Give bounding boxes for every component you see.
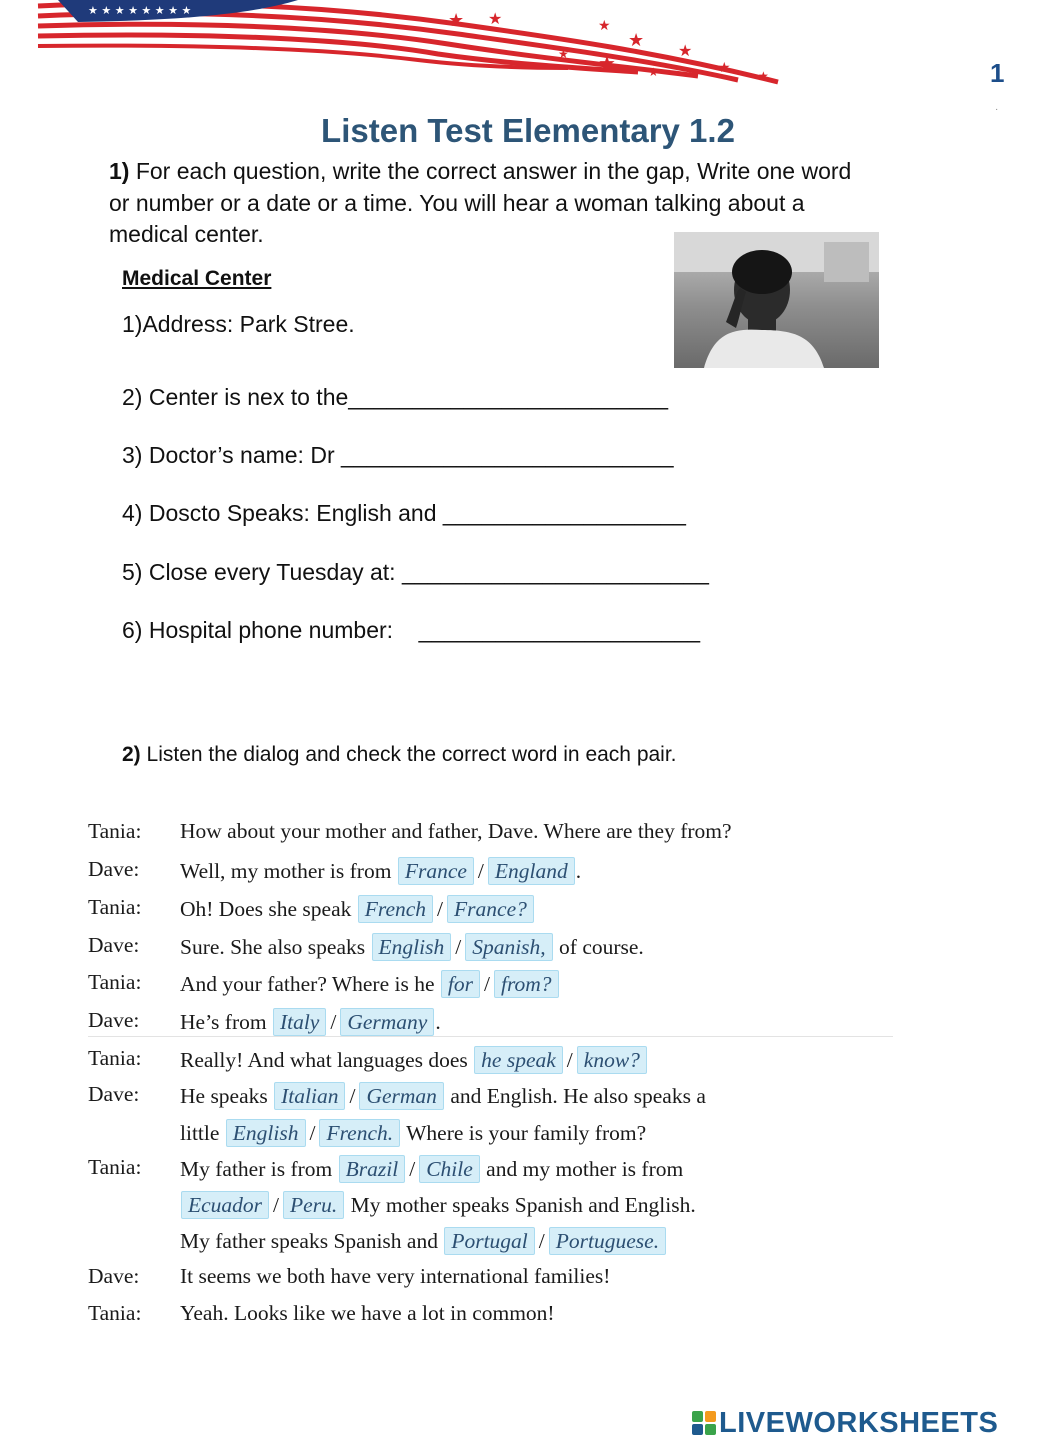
dialog-text [180,1119,646,1147]
liveworksheets-logo [692,1408,998,1438]
dialog-text-fragment: Where is your family from? [401,1121,647,1145]
word-option[interactable]: he speak [474,1046,563,1074]
word-option[interactable]: for [441,970,480,998]
option-separator: / [437,897,444,921]
dialog-text-fragment: Really! And what languages does [180,1048,474,1072]
dialog-divider [88,1036,893,1037]
exercise1-instructions-text: For each question, write the correct answer in the gap, Write one word or number or a date or a time. You will hear a woman talking about a medical center. [109,158,852,247]
word-option[interactable]: Chile [419,1155,480,1183]
word-option[interactable]: Italian [274,1082,345,1110]
svg-text:★ ★ ★ ★ ★ ★ ★ ★: ★ ★ ★ ★ ★ ★ ★ ★ [88,4,192,17]
exercise1-number: 1) [109,158,130,184]
option-separator: / [349,1084,356,1108]
dialog-text-fragment: and my mother is from [480,1157,684,1181]
dialog-speaker: Tania: [88,1046,142,1070]
dialog-text [180,819,732,844]
word-option[interactable]: French. [319,1119,400,1147]
dialog-text [180,1046,648,1074]
svg-text:★: ★ [648,65,659,79]
word-option[interactable]: English [226,1119,306,1147]
dialog-text [180,1155,683,1183]
dialog-speaker: Dave: [88,933,140,957]
dialog-speaker: Tania: [88,895,142,919]
dialog-text [180,895,535,923]
dialog-text-fragment: little [180,1121,225,1145]
corner-dot: · [995,104,999,115]
word-option[interactable]: from? [494,970,559,998]
flag-canton [58,0,298,22]
svg-text:★: ★ [598,51,616,75]
dialog-text-fragment: Oh! Does she speak [180,897,357,921]
dialog-speaker: Dave: [88,1008,140,1032]
dialog-text [180,1301,555,1326]
dialog-text-fragment: . [575,859,582,883]
dialog-speaker: Tania: [88,819,142,843]
option-separator: / [566,1048,573,1072]
photo-illustration [674,232,879,368]
option-separator: / [477,859,484,883]
exercise2-instructions-text: Listen the dialog and check the correct word in each pair. [146,743,677,766]
dialog-text-fragment: How about your mother and father, Dave. Where are they from? [180,819,732,843]
dialog-text-fragment: My father is from [180,1157,338,1181]
svg-text:★: ★ [598,18,611,34]
dialog-text [180,933,644,961]
svg-text:★: ★ [678,41,693,60]
dialog-text-fragment: of course. [553,935,644,959]
corner-mark: 1 [990,58,1005,88]
word-option[interactable]: Italy [273,1008,326,1036]
woman-on-phone-photo [674,232,879,368]
option-separator: / [483,972,490,996]
question-1[interactable]: 1)Address: Park Stree. [122,311,355,337]
option-separator: / [409,1157,416,1181]
question-6[interactable]: 6) Hospital phone number: ______________________ [122,617,701,643]
option-separator: / [455,935,462,959]
dialog-text-fragment: My father speaks Spanish and [180,1229,444,1253]
word-option[interactable]: Portugal [444,1227,534,1255]
question-2[interactable]: 2) Center is nex to the_________________________ [122,384,669,410]
question-5[interactable]: 5) Close every Tuesday at: ________________________ [122,559,709,585]
question-3[interactable]: 3) Doctor’s name: Dr __________________________ [122,442,674,468]
page-title: Listen Test Elementary 1.2 [321,112,735,149]
word-option[interactable]: German [359,1082,443,1110]
dialog-text [180,1227,667,1255]
word-option[interactable]: Ecuador [181,1191,269,1219]
dialog-speaker: Dave: [88,857,140,881]
word-option[interactable]: French [358,895,433,923]
dialog-speaker: Tania: [88,970,142,994]
word-option[interactable]: France [398,857,474,885]
dialog-text [180,1082,706,1110]
option-separator: / [330,1010,337,1034]
dialog-text [180,1008,441,1036]
word-option[interactable]: England [488,857,575,885]
word-option[interactable]: Brazil [339,1155,406,1183]
flag-banner-image [38,0,798,90]
word-option[interactable]: know? [577,1046,647,1074]
word-option[interactable]: Spanish, [465,933,552,961]
question-4[interactable]: 4) Doscto Speaks: English and ___________________ [122,500,686,526]
dialog-text [180,1191,696,1219]
dialog-text-fragment: Well, my mother is from [180,859,397,883]
svg-text:★: ★ [628,30,645,51]
section-heading: Medical Center [122,267,272,290]
dialog-speaker: Tania: [88,1301,142,1325]
svg-text:★: ★ [758,69,769,83]
liveworksheets-logo-icon [692,1411,716,1435]
word-option[interactable]: Peru. [283,1191,344,1219]
word-option[interactable]: Portuguese. [549,1227,666,1255]
dialog-text [180,1264,610,1289]
svg-text:★: ★ [448,10,465,31]
dialog-speaker: Dave: [88,1082,140,1106]
option-separator: / [273,1193,280,1217]
word-option[interactable]: Germany [340,1008,434,1036]
option-separator: / [538,1229,545,1253]
svg-text:★: ★ [558,47,569,61]
option-separator: / [309,1121,316,1145]
dialog-speaker: Tania: [88,1155,142,1179]
dialog-text-fragment: He’s from [180,1010,272,1034]
logo-text: LIVEWORKSHEETS [719,1406,999,1439]
dialog-text-fragment: Yeah. Looks like we have a lot in common! [180,1301,555,1325]
exercise2-number: 2) [122,743,141,766]
dialog-text-fragment: and English. He also speaks a [444,1084,706,1108]
dialog-text-fragment: It seems we both have very international families! [180,1264,611,1288]
dialog-text-fragment: And your father? Where is he [180,972,440,996]
dialog-text-fragment: My mother speaks Spanish and English. [345,1193,696,1217]
dialog-text-fragment: . [435,1010,441,1034]
dialog-text [180,857,581,885]
dialog-text [180,970,560,998]
svg-text:★: ★ [488,9,503,28]
dialog-speaker: Dave: [88,1264,140,1288]
word-option[interactable]: France? [447,895,534,923]
svg-text:★: ★ [718,60,731,76]
dialog-text-fragment: He speaks [180,1084,274,1108]
word-option[interactable]: English [372,933,452,961]
exercise2-instructions [122,743,677,767]
dialog-text-fragment: Sure. She also speaks [180,935,371,959]
